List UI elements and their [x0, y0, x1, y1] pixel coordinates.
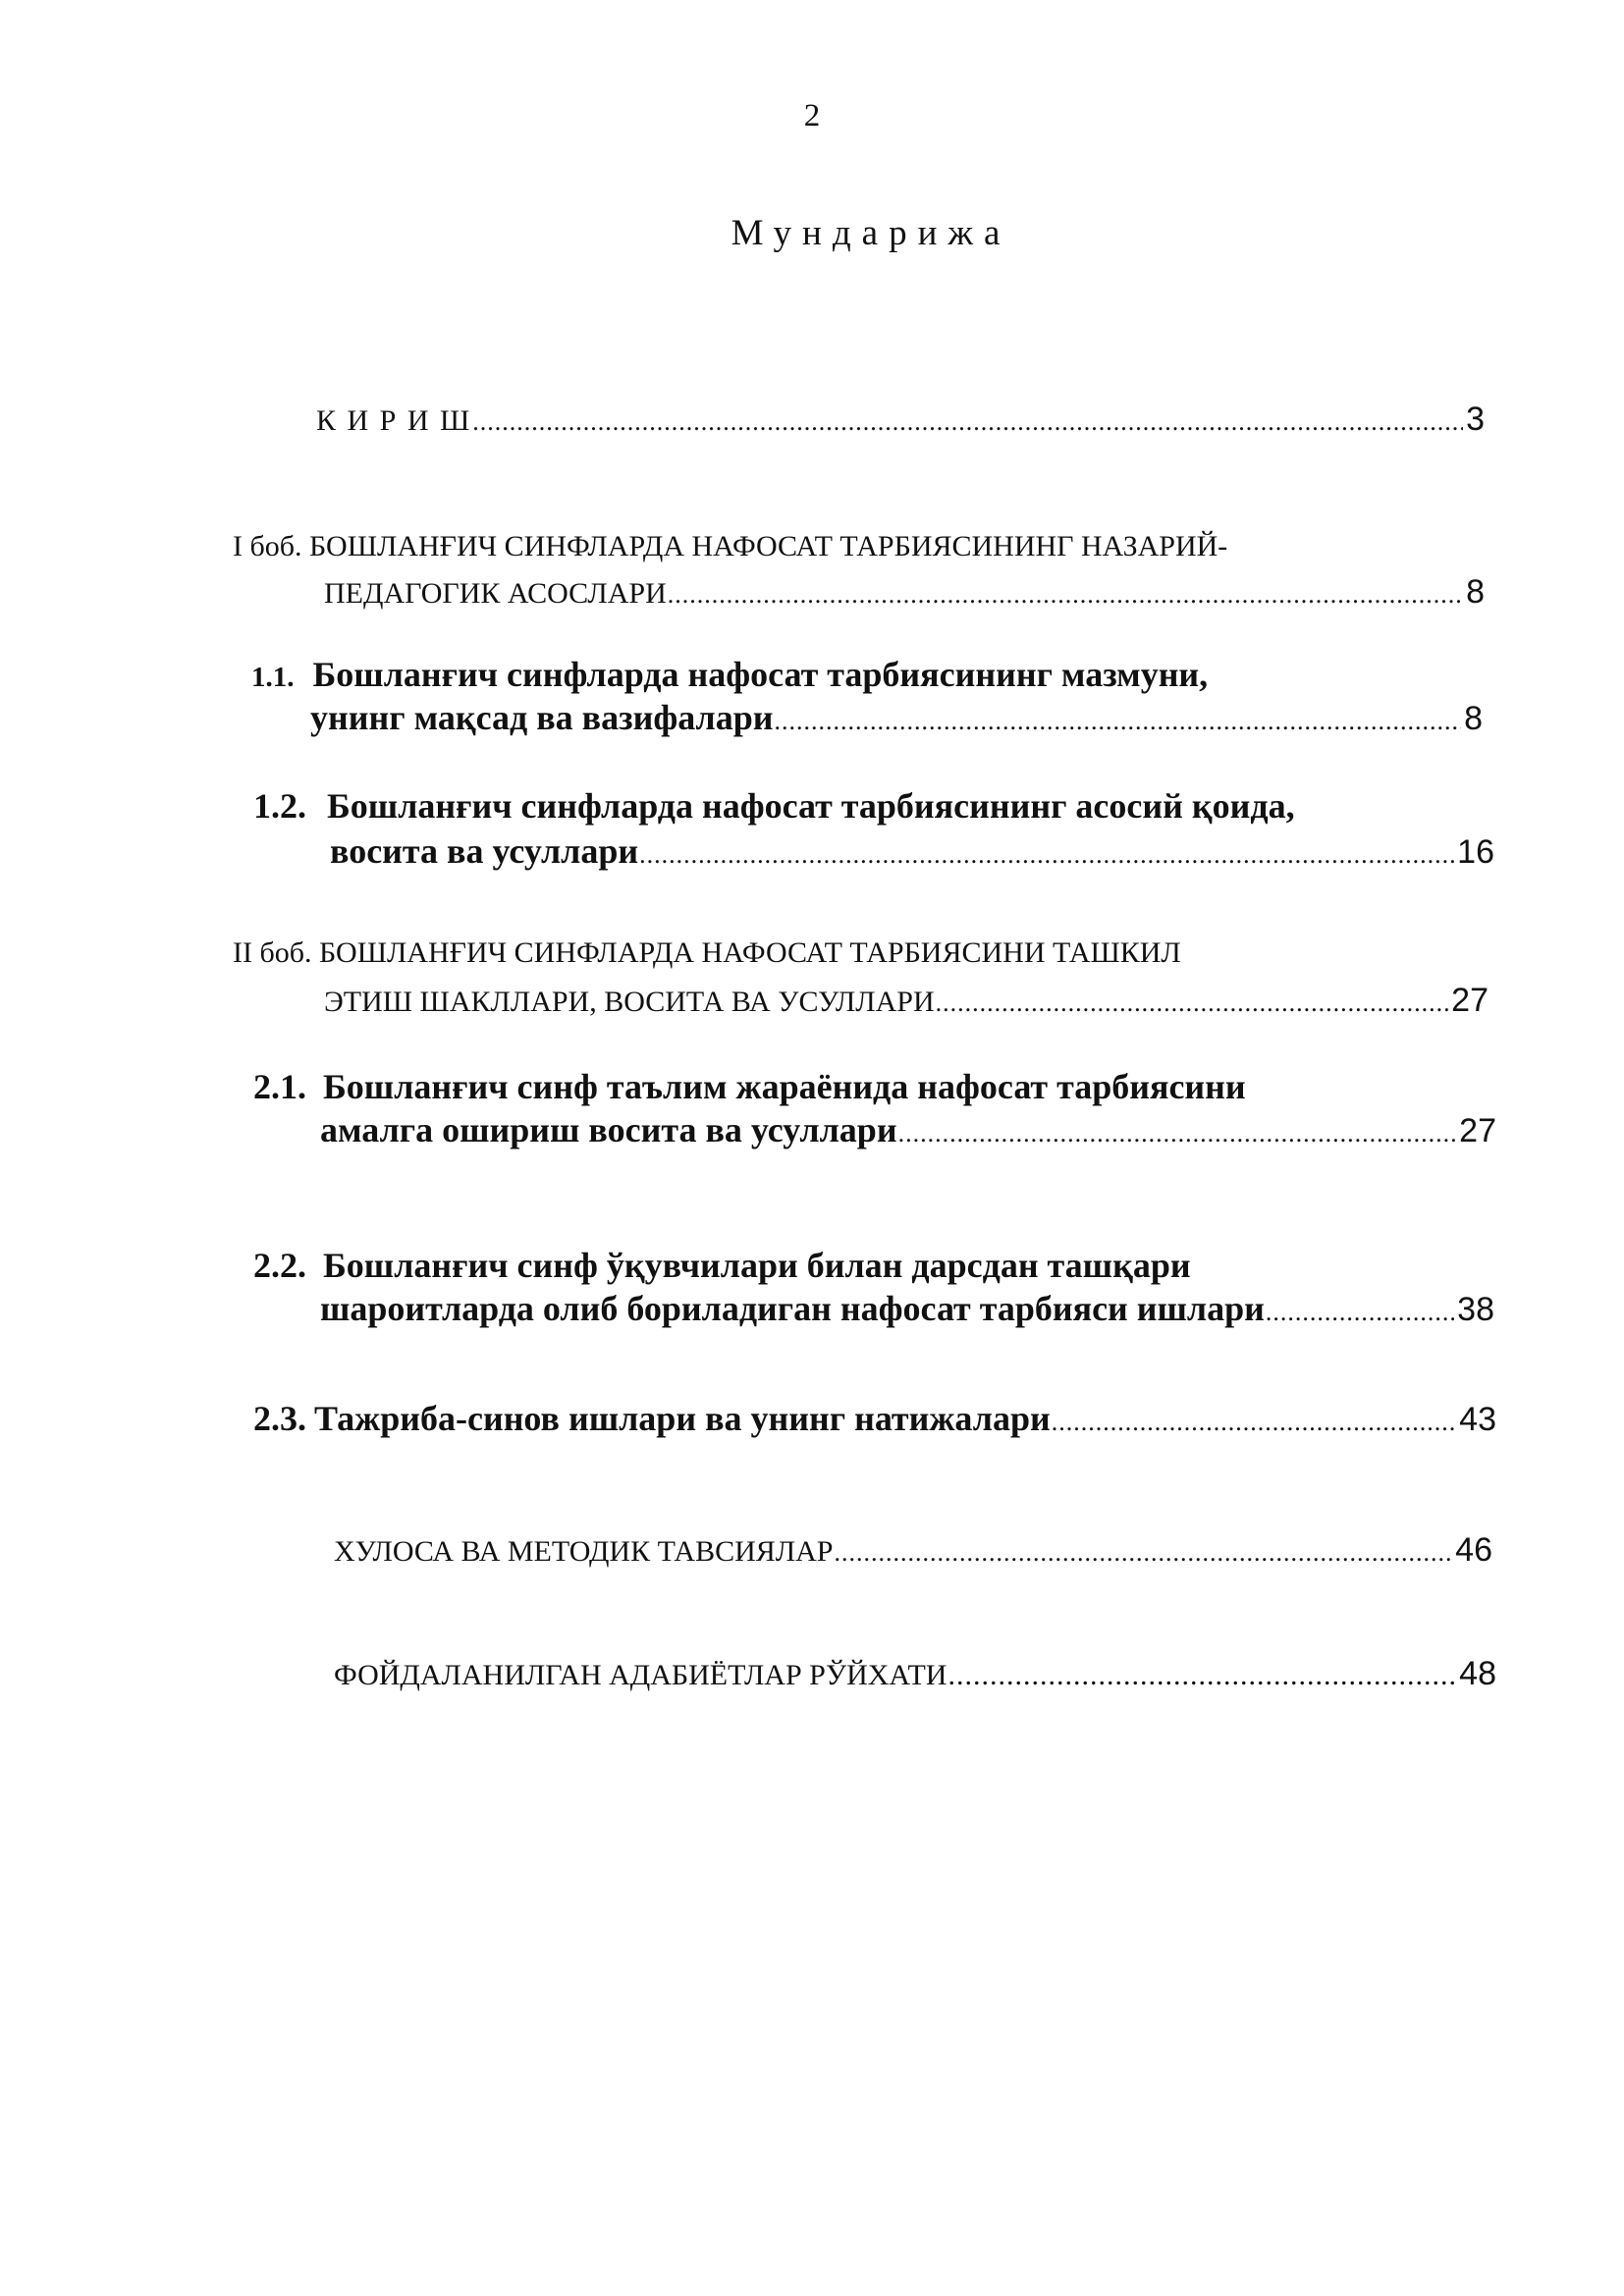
- toc-page-number: 27: [1451, 982, 1489, 1019]
- toc-section-2-1-line2[interactable]: [320, 1109, 1496, 1150]
- toc-entry-references[interactable]: [334, 1655, 1496, 1693]
- dot-leader: [1266, 1298, 1454, 1327]
- toc-section-1-2-line2[interactable]: [330, 830, 1494, 872]
- toc-entry-label: Бошланғич синфларда нафосат тарбиясининг асосий қоида,: [327, 786, 1295, 826]
- toc-page-number: 8: [1466, 573, 1485, 611]
- toc-section-1-1-line1[interactable]: [251, 654, 1208, 695]
- toc-section-1-2-line1[interactable]: [253, 785, 1295, 827]
- toc-section-2-2-line1[interactable]: [253, 1245, 1191, 1286]
- dot-leader: [1052, 1408, 1456, 1437]
- toc-page-number: 3: [1466, 400, 1485, 438]
- toc-entry-label: Бошланғич синф ўқувчилари билан дарсдан ташқари: [323, 1246, 1191, 1285]
- toc-entry-label: ЭТИШ ШАКЛЛАРИ, ВОСИТА ВА УСУЛЛАРИ: [324, 986, 935, 1018]
- toc-page-number: 38: [1457, 1291, 1494, 1328]
- dot-leader: [668, 580, 1463, 610]
- toc-entry-label: ХУЛОСА ВА МЕТОДИК ТАВСИЯЛАР: [334, 1535, 834, 1568]
- toc-section-2-2-line2[interactable]: [320, 1288, 1494, 1329]
- toc-entry-label: шароитларда олиб бориладиган нафосат тарбияси ишлари: [320, 1289, 1265, 1328]
- toc-section-2-1-line1[interactable]: [253, 1066, 1246, 1107]
- toc-chapter-1-line2[interactable]: [324, 573, 1485, 612]
- toc-page-number: 27: [1459, 1112, 1496, 1149]
- toc-page-number: 43: [1459, 1401, 1496, 1438]
- toc-entry-label: Бошланғич синф таълим жараёнида нафосат тарбиясини: [323, 1067, 1246, 1106]
- toc-entry-label: Тажриба-синов ишлари ва унинг натижалари: [314, 1399, 1051, 1438]
- toc-chapter-2-line1[interactable]: [233, 936, 1181, 970]
- toc-page-number: 48: [1459, 1655, 1496, 1692]
- toc-entry-label: I боб. БОШЛАНҒИЧ СИНФЛАРДА НАФОСАТ ТАРБИЯСИНИНГ НАЗАРИЙ-: [233, 530, 1228, 562]
- dot-leader: [639, 840, 1454, 870]
- toc-page-number: 8: [1464, 700, 1483, 737]
- toc-chapter-2-line2[interactable]: [324, 982, 1489, 1020]
- toc-page-number: 16: [1457, 833, 1494, 871]
- dot-leader: [936, 988, 1449, 1018]
- dot-leader: [947, 1659, 1456, 1692]
- page-title: Мундарижа: [731, 213, 1011, 253]
- dot-leader: [898, 1119, 1457, 1148]
- section-number: 1.1.: [251, 662, 295, 693]
- section-number: 2.1.: [253, 1067, 306, 1106]
- toc-section-2-3[interactable]: [253, 1398, 1496, 1439]
- toc-entry-label: ПЕДАГОГИК АСОСЛАРИ: [324, 577, 667, 610]
- toc-page-number: 46: [1455, 1531, 1492, 1569]
- toc-entry-conclusion[interactable]: [334, 1531, 1492, 1570]
- dot-leader: [775, 707, 1462, 736]
- toc-entry-label: Бошланғич синфларда нафосат тарбиясининг мазмуни,: [312, 655, 1209, 694]
- toc-section-1-1-line2[interactable]: [310, 697, 1483, 738]
- toc-entry-intro[interactable]: [316, 400, 1485, 439]
- section-number: 1.2.: [253, 786, 306, 826]
- toc-entry-label: унинг мақсад ва вазифалари: [310, 698, 774, 737]
- toc-entry-label: восита ва усуллари: [330, 831, 639, 871]
- dot-leader: [835, 1538, 1453, 1568]
- section-number: 2.3.: [253, 1399, 306, 1438]
- page-number: 2: [803, 98, 821, 133]
- toc-entry-label: II боб. БОШЛАНҒИЧ СИНФЛАРДА НАФОСАТ ТАРБИЯСИНИ ТАШКИЛ: [233, 936, 1181, 969]
- dot-leader: [472, 407, 1463, 437]
- toc-chapter-1-line1[interactable]: [233, 530, 1227, 563]
- toc-entry-label: К И Р И Ш: [316, 404, 472, 437]
- toc-entry-label: ФОЙДАЛАНИЛГАН АДАБИЁТЛАР РЎЙХАТИ: [334, 1659, 947, 1691]
- toc-entry-label: амалга ошириш восита ва усуллари: [320, 1110, 897, 1149]
- section-number: 2.2.: [253, 1246, 306, 1285]
